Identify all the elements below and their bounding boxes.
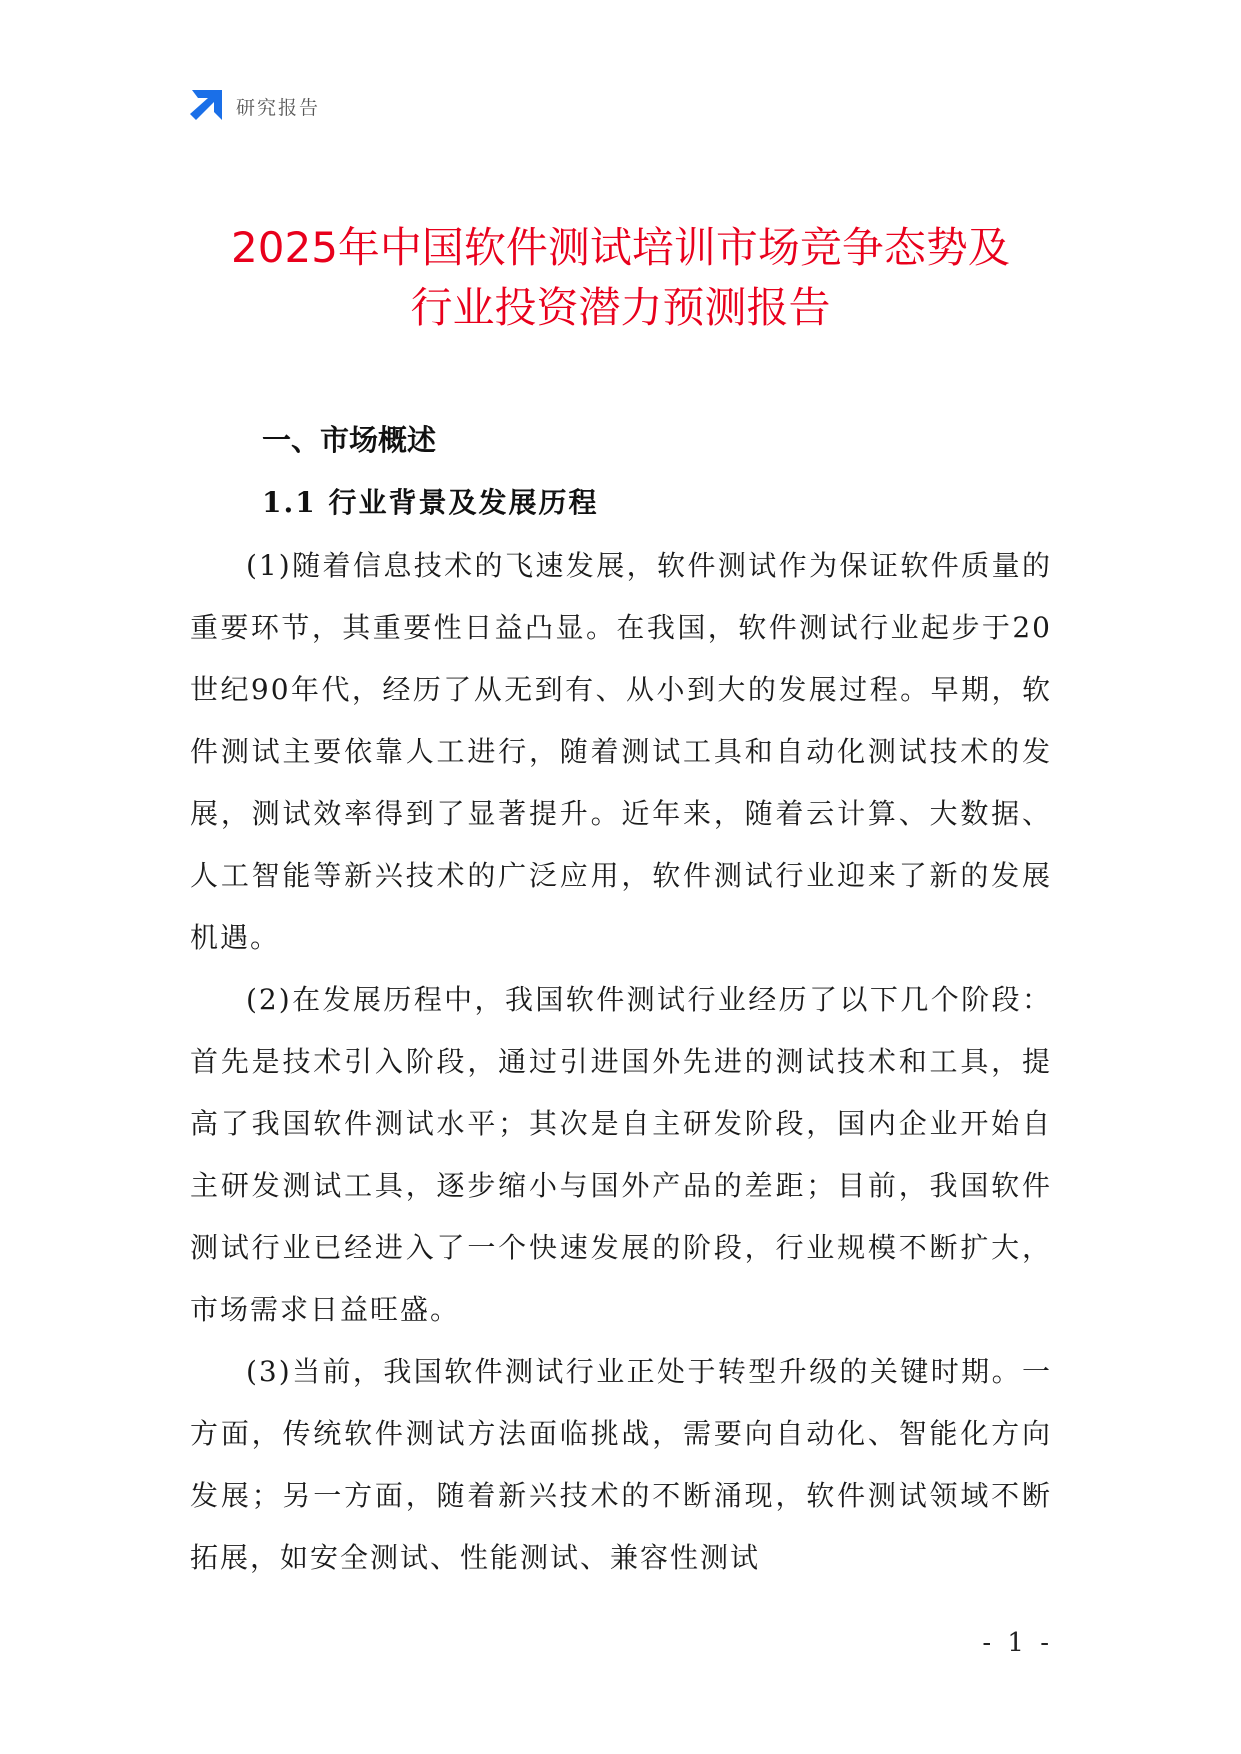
section-heading: 一、市场概述: [262, 423, 437, 457]
page-number: - 1 -: [982, 1628, 1053, 1658]
report-title-line-1: 2025年中国软件测试培训市场竞争态势及: [231, 223, 1010, 272]
report-header: [190, 88, 320, 124]
paragraph-2: (2)在发展历程中，我国软件测试行业经历了以下几个阶段：首先是技术引入阶段，通过引进国外先进的测试技术和工具，提高了我国软件测试水平；其次是自主研发阶段，国内企业开始自主研发测试工具，逐步缩小与国外产品的差距；目前，我国软件测试行业已经进入了一个快速发展的阶段，行业规模不断扩大，市场需求日益旺盛。: [190, 983, 1052, 1326]
paragraph-1: (1)随着信息技术的飞速发展，软件测试作为保证软件质量的重要环节，其重要性日益凸显。在我国，软件测试行业起步于20世纪90年代，经历了从无到有、从小到大的发展过程。早期，软件测试主要依靠人工进行，随着测试工具和自动化测试技术的发展，测试效率得到了显著提升。近年来，随着云计算、大数据、人工智能等新兴技术的广泛应用，软件测试行业迎来了新的发展机遇。: [190, 549, 1052, 954]
report-title-line-2: 行业投资潜力预测报告: [410, 283, 831, 332]
paragraph-3: (3)当前，我国软件测试行业正处于转型升级的关键时期。一方面，传统软件测试方法面临挑战，需要向自动化、智能化方向发展；另一方面，随着新兴技术的不断涌现，软件测试领域不断拓展，如安全测试、性能测试、兼容性测试: [190, 1355, 1052, 1574]
subsection-heading: 1.1 行业背景及发展历程: [262, 486, 599, 519]
body-text: [190, 535, 1052, 1589]
header-label: 研究报告: [236, 96, 321, 119]
report-title: [120, 218, 1121, 338]
arrow-up-right-icon: [190, 90, 222, 122]
